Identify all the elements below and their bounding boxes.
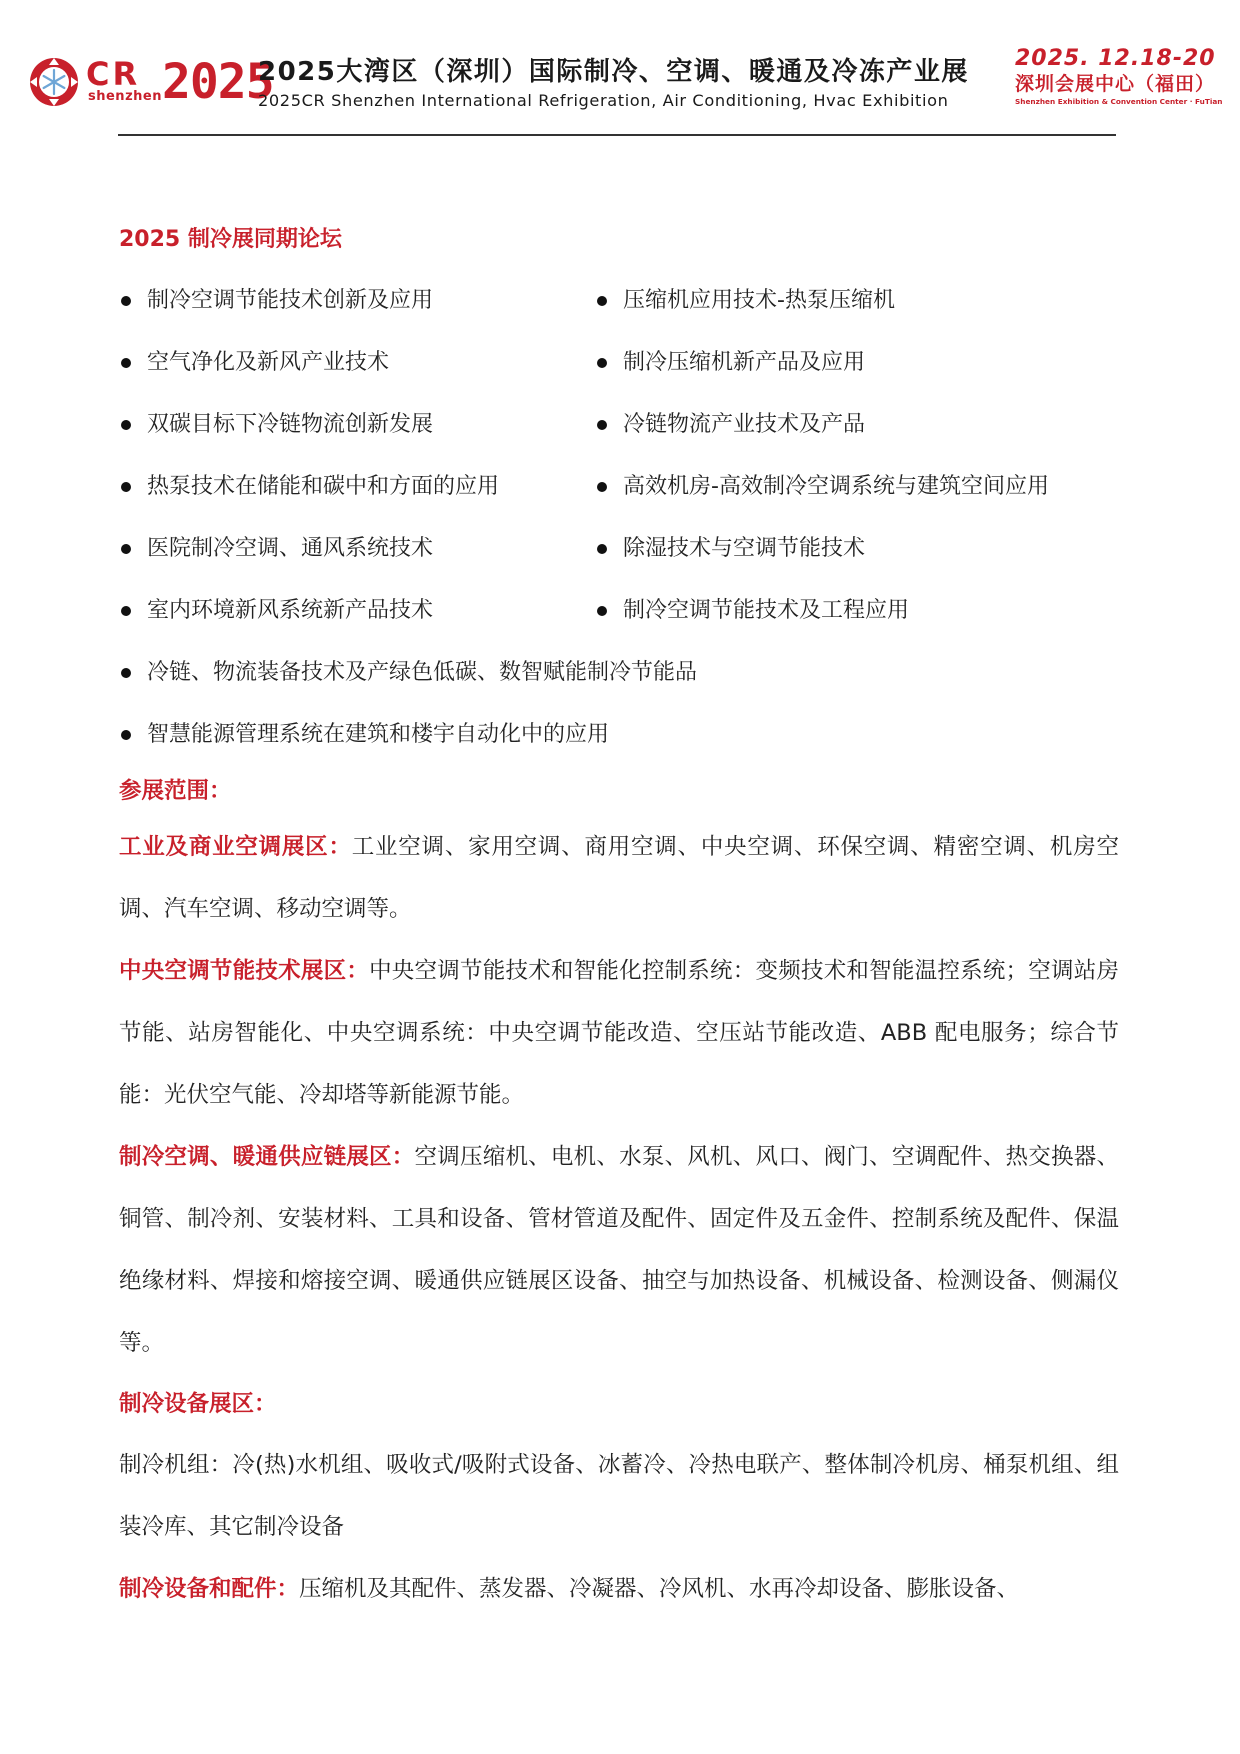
forum-item: 冷链物流产业技术及产品 xyxy=(595,394,1115,456)
scope-label: 中央空调节能技术展区： xyxy=(119,958,370,984)
exhibition-title-en: 2025CR Shenzhen International Refrigeration, Air Conditioning, Hvac Exhibition xyxy=(258,91,949,110)
page-header xyxy=(0,0,1240,135)
forum-item: 智慧能源管理系统在建筑和楼宇自动化中的应用 xyxy=(119,704,1115,766)
exhibition-date: 2025. 12.18-20 xyxy=(1015,46,1216,71)
header-divider xyxy=(118,134,1116,136)
snowflake-logo-icon xyxy=(28,56,80,108)
forum-item: 高效机房-高效制冷空调系统与建筑空间应用 xyxy=(595,456,1115,518)
scope-text: 空调压缩机、电机、水泵、风机、风口、阀门、空调配件、热交换器、铜管、制冷剂、安装材料、工具和设备、管材管道及配件、固定件及五金件、控制系统及配件、保温绝缘材料、焊接和熔接空调、暖通供应链展区设备、抽空与加热设备、机械设备、检测设备、侧漏仪等。 xyxy=(119,1144,1119,1356)
page-content xyxy=(119,210,1119,1620)
scope-paragraph-central-ac xyxy=(119,940,1119,1126)
scope-title: 参展范围： xyxy=(119,778,232,804)
forum-list xyxy=(119,270,1119,766)
scope-paragraph-supply-chain xyxy=(119,1126,1119,1374)
forum-item: 制冷压缩机新产品及应用 xyxy=(595,332,1115,394)
equipment-section-title: 制冷设备展区： xyxy=(119,1391,277,1417)
exhibition-venue-cn: 深圳会展中心（福田） xyxy=(1015,73,1216,95)
forum-item: 双碳目标下冷链物流创新发展 xyxy=(119,394,595,456)
forum-item: 医院制冷空调、通风系统技术 xyxy=(119,518,595,580)
forum-item: 室内环境新风系统新产品技术 xyxy=(119,580,595,642)
parts-paragraph xyxy=(119,1558,1119,1620)
forum-item: 压缩机应用技术-热泵压缩机 xyxy=(595,270,1115,332)
forum-item: 空气净化及新风产业技术 xyxy=(119,332,595,394)
equipment-paragraph: 制冷机组：冷(热)水机组、吸收式/吸附式设备、冰蓄冷、冷热电联产、整体制冷机房、桶泵机组、组装冷库、其它制冷设备 xyxy=(119,1452,1119,1540)
scope-paragraph-industrial-ac xyxy=(119,816,1119,940)
exhibition-title-cn: 2025大湾区（深圳）国际制冷、空调、暖通及冷冻产业展 xyxy=(258,57,969,87)
scope-label: 工业及商业空调展区： xyxy=(119,834,352,860)
forum-item: 制冷空调节能技术创新及应用 xyxy=(119,270,595,332)
forum-item: 除湿技术与空调节能技术 xyxy=(595,518,1115,580)
logo-year: 2025 xyxy=(162,54,274,110)
scope-label: 制冷设备和配件： xyxy=(119,1576,300,1602)
forum-item: 冷链、物流装备技术及产绿色低碳、数智赋能制冷节能品 xyxy=(119,642,1115,704)
forum-section-title: 2025 制冷展同期论坛 xyxy=(119,227,342,252)
scope-label: 制冷空调、暖通供应链展区： xyxy=(119,1144,415,1170)
scope-text: 压缩机及其配件、蒸发器、冷凝器、冷风机、水再冷却设备、膨胀设备、 xyxy=(299,1576,1020,1602)
forum-item: 制冷空调节能技术及工程应用 xyxy=(595,580,1115,642)
logo-cr-text: CR xyxy=(86,55,141,93)
scope-text: 工业空调、家用空调、商用空调、中央空调、环保空调、精密空调、机房空调、汽车空调、移动空调等。 xyxy=(119,834,1119,922)
logo-city-text: shenzhen xyxy=(88,89,162,104)
scope-text: 中央空调节能技术和智能化控制系统：变频技术和智能温控系统；空调站房节能、站房智能化、中央空调系统：中央空调节能改造、空压站节能改造、ABB 配电服务；综合节能：光伏空气能、冷却塔等新能源节能。 xyxy=(119,958,1119,1108)
forum-item: 热泵技术在储能和碳中和方面的应用 xyxy=(119,456,595,518)
exhibition-venue-en: Shenzhen Exhibition & Convention Center · FuTian xyxy=(1015,97,1223,106)
